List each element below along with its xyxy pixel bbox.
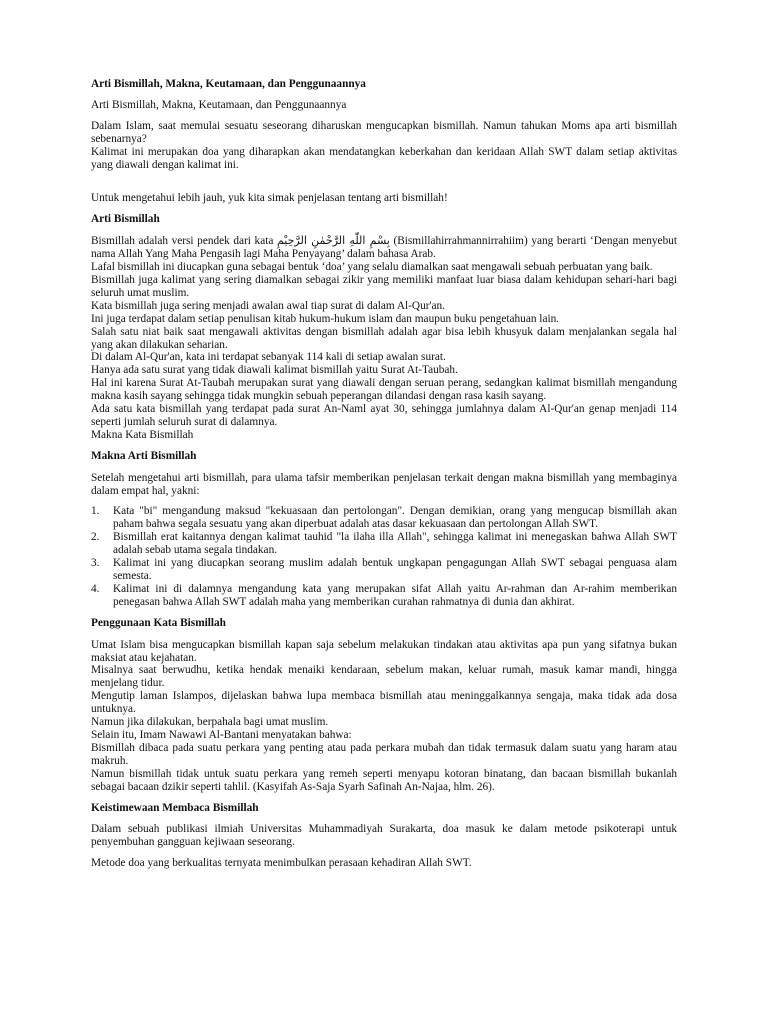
- list-item-text: Kalimat ini di dalamnya mengandung kata yang merupakan sifat Allah yaitu Ar-rahman dan Ar-rahim memberikan penegasan bahwa Allah SWT adalah maha yang memberikan curahan rahmatnya di dunia dan akhirat.: [113, 582, 677, 608]
- heading-keistimewaan-membaca-bismillah: Keistimewaan Membaca Bismillah: [91, 801, 259, 814]
- list-item: [91, 583, 677, 609]
- list-item: [91, 557, 677, 583]
- list-item-text: Kata "bi" mengandung maksud "kekuasaan dan pertolongan". Dengan demikian, orang yang mengucap bismillah akan paham bahwa segala sesuatu yang akan diperbuat adalah atas dasar kekuasaan dan pertolongan Allah SWT.: [113, 505, 677, 531]
- arti-line: Bismillah juga kalimat yang sering diamalkan sebagai zikir yang memiliki manfaat luar biasa dalam kehidupan sehari-hari bagi seluruh umat muslim.: [91, 273, 677, 299]
- arabic-bismillah-text: بِسْمِ اللّٰهِ الرَّحْمٰنِ الرَّحِيْمِ: [276, 234, 390, 248]
- list-item-number: 2.: [91, 531, 100, 544]
- arti-line: Salah satu niat baik saat mengawali aktivitas dengan bismillah adalah agar bisa lebih khusyuk dalam menjalankan segala hal yang akan dilakukan seharian.: [91, 325, 677, 351]
- list-item-text: Kalimat ini yang diucapkan seorang muslim adalah bentuk ungkapan pengagungan Allah SWT sebagai penguasa alam semesta.: [113, 557, 677, 582]
- intro-line: Kalimat ini merupakan doa yang diharapkan akan mendatangkan keberkahan dan keridaan Allah SWT dalam setiap aktivitas yang diawali dengan kalimat ini.: [91, 145, 677, 171]
- list-item: [91, 531, 677, 557]
- penggunaan-line: Namun jika dilakukan, berpahala bagi umat muslim.: [91, 716, 329, 729]
- arti-line: Kata bismillah juga sering menjadi awalan awal tiap surat di dalam Al-Qur'an.: [91, 299, 446, 312]
- list-item-number: 3.: [91, 557, 100, 570]
- arti-line: Hal ini karena Surat At-Taubah merupakan surat yang diawali dengan seruan perang, sedangkan kalimat bismillah mengandung makna kasih sayang sehingga tidak mungkin sebuah peperangan dilandasi dengan rasa kasih sayang.: [91, 377, 677, 403]
- list-item-number: 4.: [91, 582, 100, 595]
- makna-intro: Setelah mengetahui arti bismillah, para ulama tafsir memberikan penjelasan terkait dengan makna bismillah yang membaginya dalam empat hal, yakni:: [91, 471, 677, 497]
- heading-arti-bismillah: Arti Bismillah: [91, 213, 160, 226]
- document-page: [91, 78, 677, 878]
- intro-line: Dalam Islam, saat memulai sesuatu seseorang diharuskan mengucapkan bismillah. Namun tahukan Moms apa arti bismillah sebenarnya?: [91, 119, 677, 145]
- keistimewaan-paragraph: Metode doa yang berkualitas ternyata menimbulkan perasaan kehadiran Allah SWT.: [91, 857, 472, 870]
- arti-line: Hanya ada satu surat yang tidak diawali kalimat bismillah yaitu Surat At-Taubah.: [91, 364, 458, 377]
- heading-penggunaan-kata-bismillah: Penggunaan Kata Bismillah: [91, 616, 226, 629]
- arti-line: Makna Kata Bismillah: [91, 428, 194, 441]
- arti-first-line-before: Bismillah adalah versi pendek dari kata: [91, 235, 277, 248]
- penggunaan-line: Selain itu, Imam Nawawi Al-Bantani menyatakan bahwa:: [91, 728, 352, 741]
- intro-block: [91, 120, 677, 172]
- intro-closing: Untuk mengetahui lebih jauh, yuk kita simak penjelasan tentang arti bismillah!: [91, 192, 448, 205]
- list-item-number: 1.: [91, 505, 100, 518]
- arti-first-line-after: (Bismillahirrahmannirrahiim) yang berarti ‘Dengan menyebut nama Allah Yang Maha Pengasih lagi Maha Penyayang’ dalam bahasa Arab.: [91, 235, 677, 261]
- arti-line: Ada satu kata bismillah yang terdapat pada surat An-Naml ayat 30, sehingga jumlahnya dalam Al-Qur'an genap menjadi 114 seperti jumlah seluruh surat di dalamnya.: [91, 403, 677, 428]
- penggunaan-line: Misalnya saat berwudhu, ketika hendak menaiki kendaraan, sebelum makan, keluar rumah, masuk kamar mandi, hingga menjelang tidur.: [91, 664, 677, 690]
- penggunaan-line: Umat Islam bisa mengucapkan bismillah kapan saja sebelum melakukan tindakan atau aktivitas apa pun yang sifatnya bukan maksiat atau kejahatan.: [91, 638, 677, 664]
- document-subtitle: Arti Bismillah, Makna, Keutamaan, dan Penggunaannya: [91, 98, 347, 111]
- document-title: Arti Bismillah, Makna, Keutamaan, dan Penggunaannya: [91, 78, 366, 90]
- arti-line: Lafal bismillah ini diucapkan guna sebagai bentuk ‘doa’ yang selalu diamalkan saat mengawali sebuah perbuatan yang baik.: [91, 261, 653, 274]
- section-penggunaan-body: [91, 639, 677, 794]
- section-arti-body: [91, 235, 677, 442]
- arti-line: Di dalam Al-Qur'an, kata ini terdapat sebanyak 114 kali di setiap awalan surat.: [91, 351, 446, 364]
- penggunaan-line: Namun bismillah tidak untuk suatu perkara yang remeh seperti menyapu kotoran binatang, dan bacaan bismillah bukanlah sebagai bacaan dzikir seperti tahlil. (Kasyifah As-Saja Syarh Safinah An-Najaa, hlm. 26).: [91, 767, 677, 793]
- arti-line: Ini juga terdapat dalam setiap penulisan kitab hukum-hukum islam dan maupun buku pengetahuan lain.: [91, 312, 560, 325]
- penggunaan-line: Mengutip laman Islampos, dijelaskan bahwa lupa membaca bismillah atau meninggalkannya sengaja, maka tidak ada dosa untuknya.: [91, 690, 677, 716]
- heading-makna-arti-bismillah: Makna Arti Bismillah: [91, 449, 197, 462]
- list-item-text: Bismillah erat kaitannya dengan kalimat tauhid "la ilaha illa Allah", sehingga kalimat ini menegaskan bahwa Allah SWT adalah sebab utama segala tindakan.: [113, 531, 677, 557]
- list-item: [91, 505, 677, 531]
- arti-first-line: [91, 235, 677, 261]
- makna-list: [91, 505, 677, 608]
- penggunaan-line: Bismillah dibaca pada suatu perkara yang penting atau pada perkara mubah dan tidak termasuk dalam suatu yang haram atau makruh.: [91, 741, 677, 767]
- keistimewaan-paragraph: Dalam sebuah publikasi ilmiah Universitas Muhammadiyah Surakarta, doa masuk ke dalam metode psikoterapi untuk penyembuhan gangguan kejiwaan seseorang.: [91, 823, 677, 849]
- spacer: [91, 179, 677, 192]
